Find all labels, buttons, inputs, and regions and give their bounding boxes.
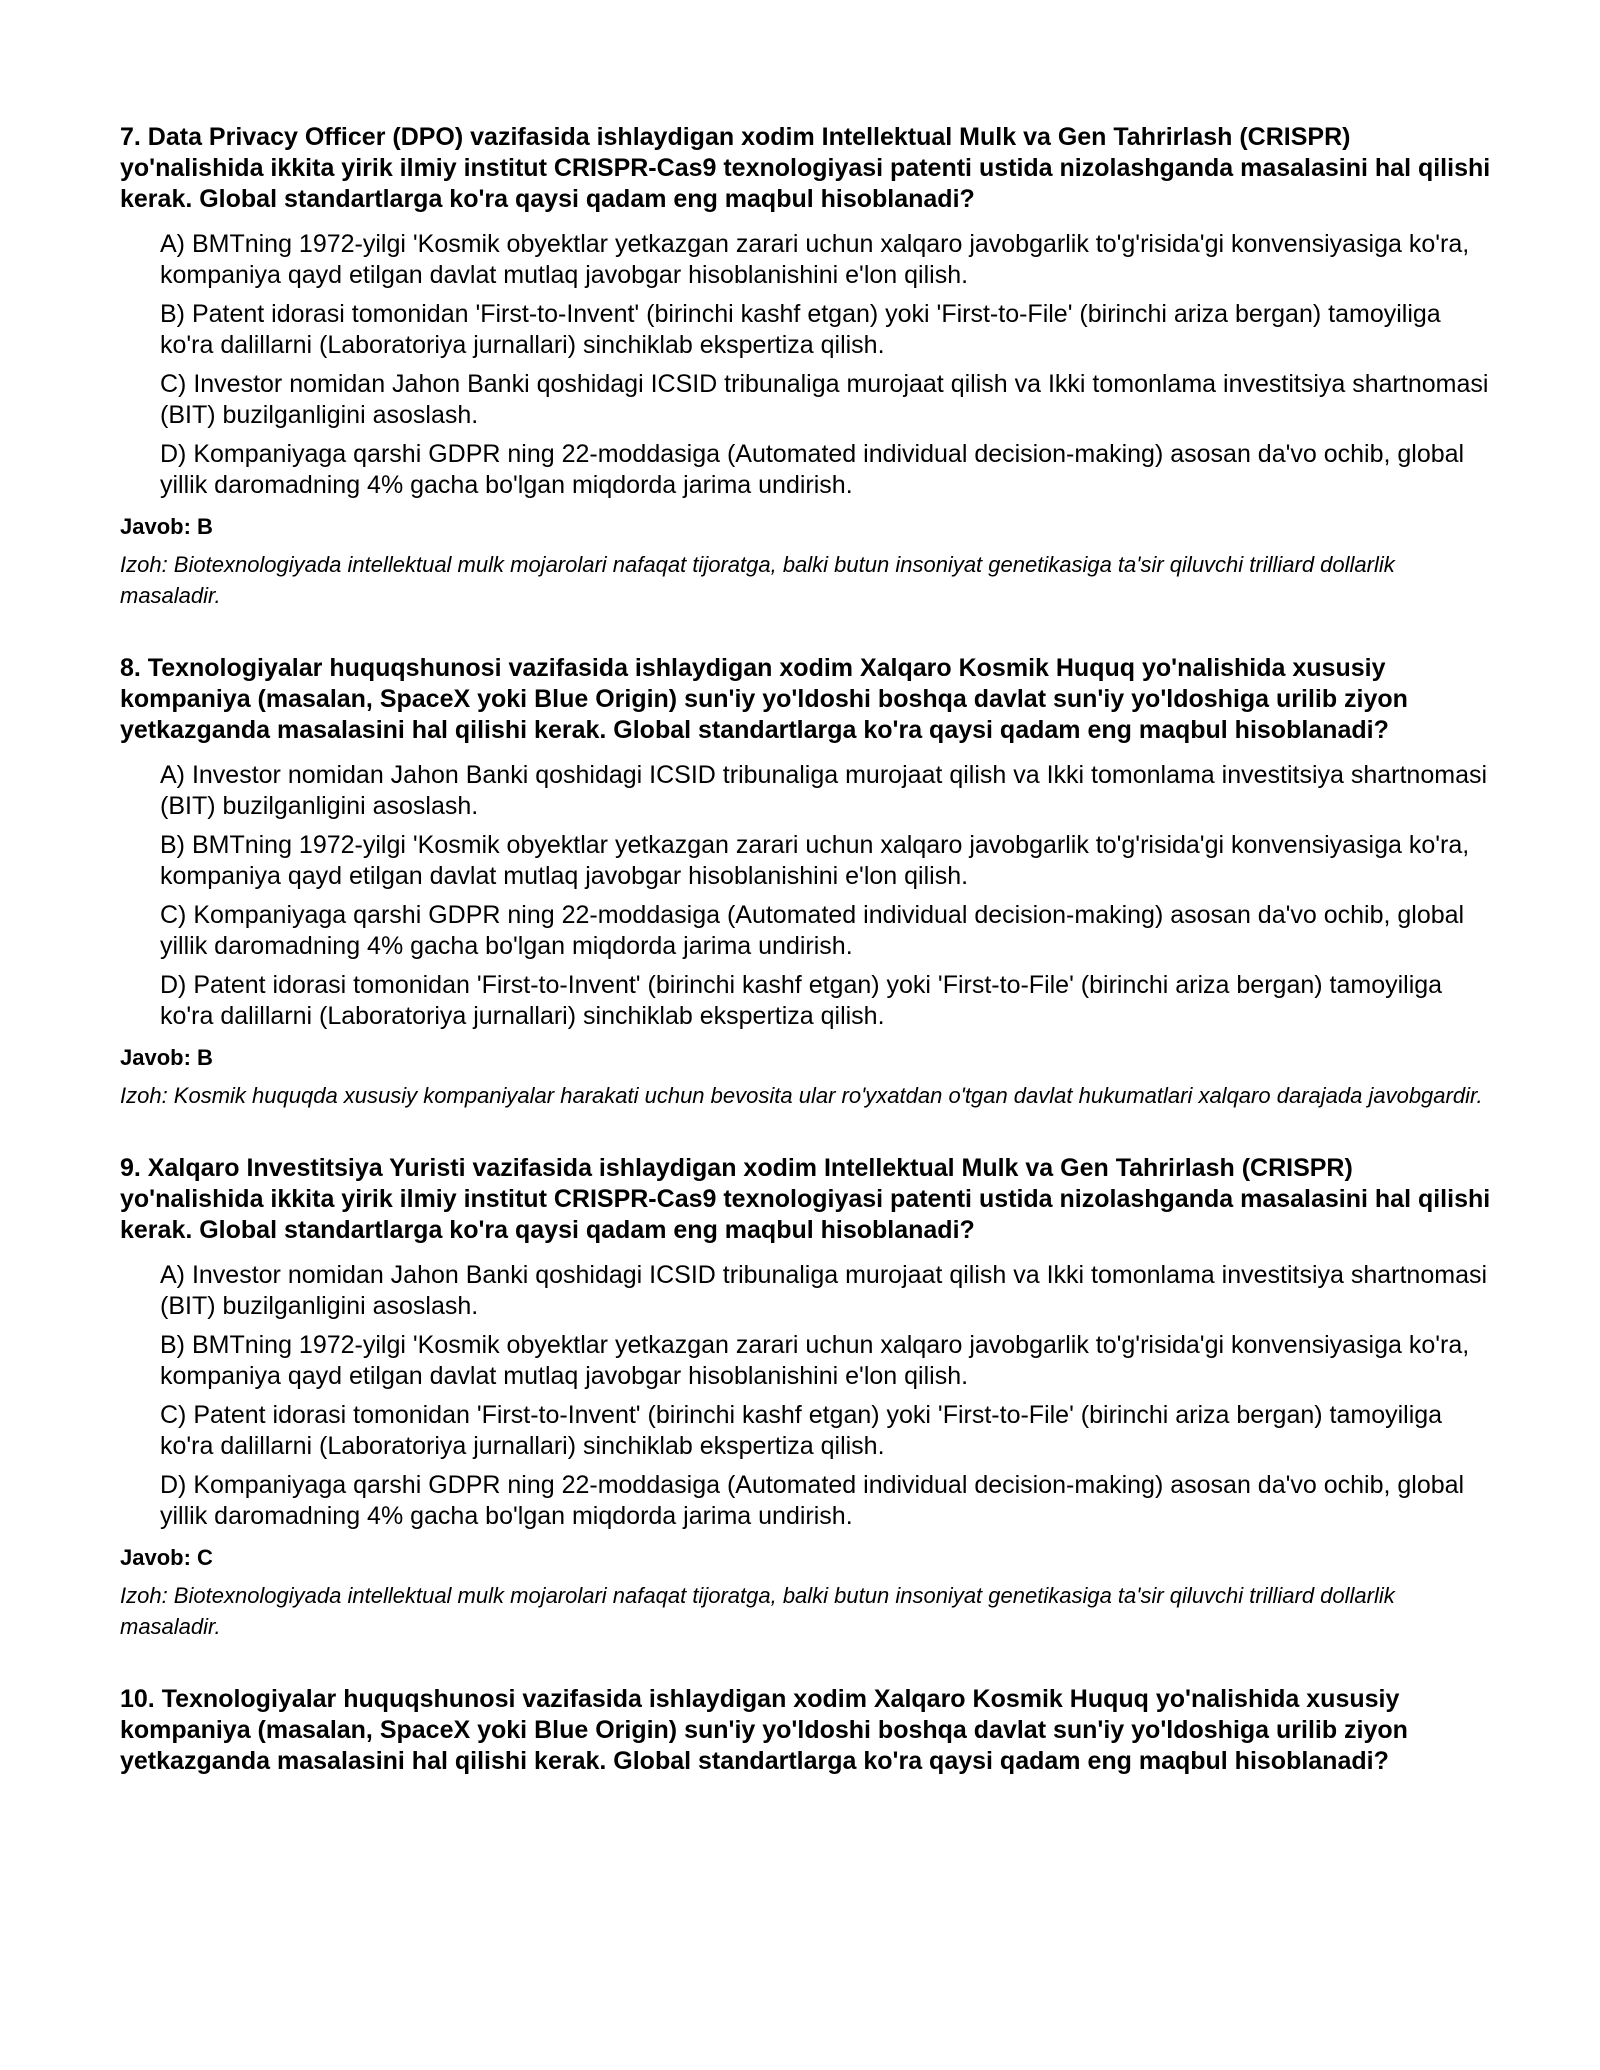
- question-title: 10. Texnologiyalar huquqshunosi vazifasida ishlaydigan xodim Xalqaro Kosmik Huquq yo'nalishida xususiy kompaniya (masalan, SpaceX yoki Blue Origin) sun'iy yo'ldoshi boshqa davlat sun'iy yo'ldoshiga urilib ziyon yetkazganda masalasini hal qilishi kerak. Global standartlarga ko'ra qaysi qadam eng maqbul hisoblanadi?: [120, 1685, 1408, 1775]
- option-c: C) Investor nomidan Jahon Banki qoshidagi ICSID tribunaliga murojaat qilish va Ikki tomonlama investitsiya shartnomasi (BIT) buzilganligini asoslash.: [160, 370, 1489, 429]
- option-a: A) BMTning 1972-yilgi 'Kosmik obyektlar yetkazgan zarari uchun xalqaro javobgarlik to'g'risida'gi konvensiyasiga ko'ra, kompaniya qayd etilgan davlat mutlaq javobgar hisoblanishini e'lon qilish.: [160, 230, 1470, 289]
- question-7: [120, 122, 1500, 611]
- option-d: D) Kompaniyaga qarshi GDPR ning 22-moddasiga (Automated individual decision-making) asosan da'vo ochib, global yillik daromadning 4% gacha bo'lgan miqdorda jarima undirish.: [160, 440, 1465, 499]
- option-b: B) Patent idorasi tomonidan 'First-to-Invent' (birinchi kashf etgan) yoki 'First-to-File' (birinchi ariza bergan) tamoyiliga ko'ra dalillarni (Laboratoriya jurnallari) sinchiklab ekspertiza qilish.: [160, 300, 1441, 359]
- option-a: A) Investor nomidan Jahon Banki qoshidagi ICSID tribunaliga murojaat qilish va Ikki tomonlama investitsiya shartnomasi (BIT) buzilganligini asoslash.: [160, 1261, 1488, 1320]
- question-title: 7. Data Privacy Officer (DPO) vazifasida ishlaydigan xodim Intellektual Mulk va Gen Tahrirlash (CRISPR) yo'nalishida ikkita yirik ilmiy institut CRISPR-Cas9 texnologiyasi patenti ustida nizolashganda masalasini hal qilishi kerak. Global standartlarga ko'ra qaysi qadam eng maqbul hisoblanadi?: [120, 123, 1491, 213]
- question-title: 8. Texnologiyalar huquqshunosi vazifasida ishlaydigan xodim Xalqaro Kosmik Huquq yo'nalishida xususiy kompaniya (masalan, SpaceX yoki Blue Origin) sun'iy yo'ldoshi boshqa davlat sun'iy yo'ldoshiga urilib ziyon yetkazganda masalasini hal qilishi kerak. Global standartlarga ko'ra qaysi qadam eng maqbul hisoblanadi?: [120, 654, 1408, 744]
- option-d: D) Patent idorasi tomonidan 'First-to-Invent' (birinchi kashf etgan) yoki 'First-to-File' (birinchi ariza bergan) tamoyiliga ko'ra dalillarni (Laboratoriya jurnallari) sinchiklab ekspertiza qilish.: [160, 971, 1443, 1030]
- explanation-note: Izoh: Biotexnologiyada intellektual mulk mojarolari nafaqat tijoratga, balki butun insoniyat genetikasiga ta'sir qiluvchi trilliard dollarlik masaladir.: [120, 1583, 1395, 1639]
- answer-label: Javob: C: [120, 1545, 213, 1570]
- answer-label: Javob: B: [120, 514, 213, 539]
- explanation-note: Izoh: Biotexnologiyada intellektual mulk mojarolari nafaqat tijoratga, balki butun insoniyat genetikasiga ta'sir qiluvchi trilliard dollarlik masaladir.: [120, 552, 1395, 608]
- question-8: [120, 653, 1500, 1111]
- option-b: B) BMTning 1972-yilgi 'Kosmik obyektlar yetkazgan zarari uchun xalqaro javobgarlik to'g'risida'gi konvensiyasiga ko'ra, kompaniya qayd etilgan davlat mutlaq javobgar hisoblanishini e'lon qilish.: [160, 831, 1470, 890]
- option-b: B) BMTning 1972-yilgi 'Kosmik obyektlar yetkazgan zarari uchun xalqaro javobgarlik to'g'risida'gi konvensiyasiga ko'ra, kompaniya qayd etilgan davlat mutlaq javobgar hisoblanishini e'lon qilish.: [160, 1331, 1470, 1390]
- explanation-note: Izoh: Kosmik huquqda xususiy kompaniyalar harakati uchun bevosita ular ro'yxatdan o'tgan davlat hukumatlari xalqaro darajada javobgardir.: [120, 1083, 1483, 1108]
- question-10: [120, 1684, 1500, 1777]
- option-a: A) Investor nomidan Jahon Banki qoshidagi ICSID tribunaliga murojaat qilish va Ikki tomonlama investitsiya shartnomasi (BIT) buzilganligini asoslash.: [160, 761, 1488, 820]
- answer-label: Javob: B: [120, 1045, 213, 1070]
- option-c: C) Patent idorasi tomonidan 'First-to-Invent' (birinchi kashf etgan) yoki 'First-to-File' (birinchi ariza bergan) tamoyiliga ko'ra dalillarni (Laboratoriya jurnallari) sinchiklab ekspertiza qilish.: [160, 1401, 1443, 1460]
- question-title: 9. Xalqaro Investitsiya Yuristi vazifasida ishlaydigan xodim Intellektual Mulk va Gen Tahrirlash (CRISPR) yo'nalishida ikkita yirik ilmiy institut CRISPR-Cas9 texnologiyasi patenti ustida nizolashganda masalasini hal qilishi kerak. Global standartlarga ko'ra qaysi qadam eng maqbul hisoblanadi?: [120, 1154, 1491, 1244]
- option-d: D) Kompaniyaga qarshi GDPR ning 22-moddasiga (Automated individual decision-making) asosan da'vo ochib, global yillik daromadning 4% gacha bo'lgan miqdorda jarima undirish.: [160, 1471, 1465, 1530]
- question-9: [120, 1153, 1500, 1642]
- option-c: C) Kompaniyaga qarshi GDPR ning 22-moddasiga (Automated individual decision-making) asosan da'vo ochib, global yillik daromadning 4% gacha bo'lgan miqdorda jarima undirish.: [160, 901, 1465, 960]
